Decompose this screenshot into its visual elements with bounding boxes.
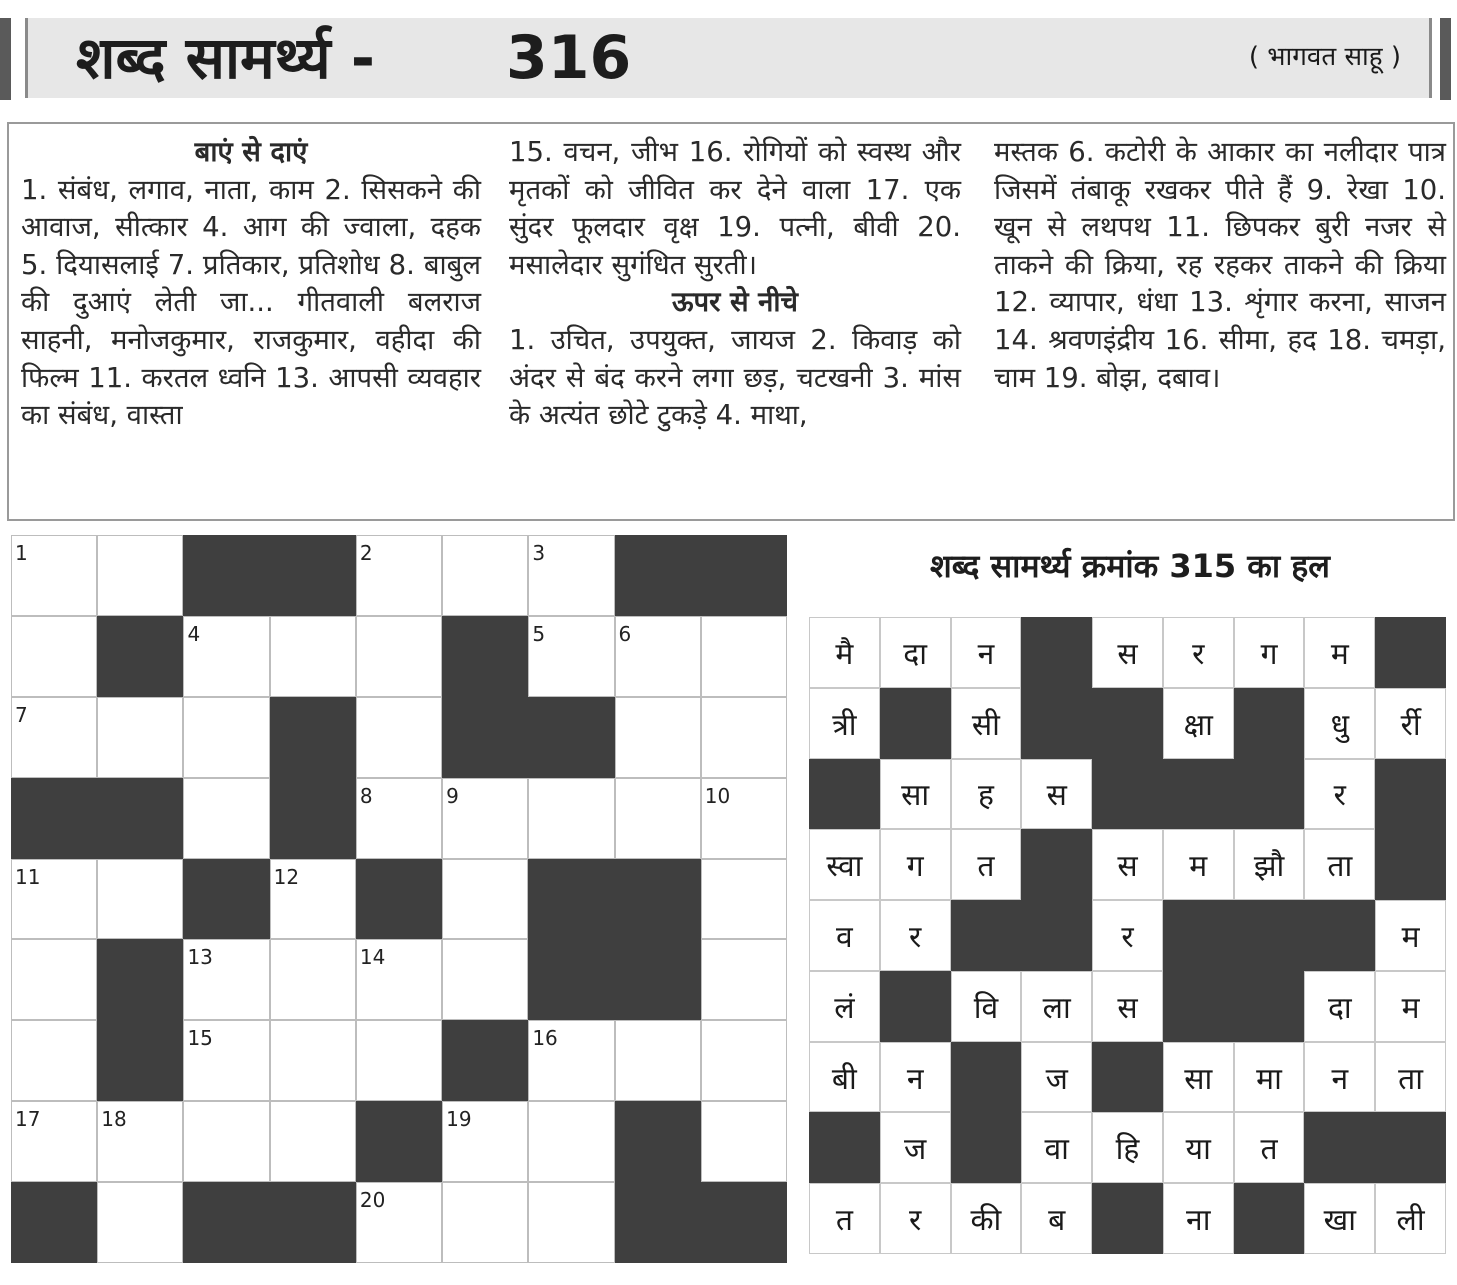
solution-cell: सी xyxy=(951,688,1022,759)
grid-cell[interactable] xyxy=(356,1182,442,1263)
grid-cell[interactable] xyxy=(701,616,787,697)
blocked-cell xyxy=(97,939,183,1020)
solution-blocked-cell xyxy=(1021,900,1092,971)
clue-number: 14 xyxy=(359,945,386,970)
grid-cell[interactable] xyxy=(183,616,269,697)
blocked-cell xyxy=(183,1182,269,1263)
blocked-cell xyxy=(528,697,614,778)
clue-number: 2 xyxy=(359,541,373,565)
grid-cell[interactable] xyxy=(11,1020,97,1101)
grid-cell[interactable] xyxy=(442,859,528,940)
clue-number: 1 xyxy=(15,541,28,565)
blocked-cell xyxy=(356,859,442,940)
solution-cell: दा xyxy=(1304,971,1375,1042)
clue-number: 7 xyxy=(15,702,28,727)
solution-cell: व xyxy=(809,900,880,971)
across-clues-part-1: 1. संबंध, लगाव, नाता, काम 2. सिसकने की आवाज, सीत्कार 4. आग की ज्वाला, दहक 5. दियासलाई 7. प्रतिकार, प्रतिशोध 8. बाबुल की दुआएं लेती जा... गीतवाली बलराज साहनी, मनोजकुमार, राजकुमार, वहीदा की फिल्म 11. करतल ध्वनि 13. आपसी व्यवहार का संबंध, वास्ता xyxy=(21,173,481,432)
page-title: शब्द सामर्थ्य - xyxy=(76,24,375,92)
grid-cell[interactable] xyxy=(11,616,97,697)
solution-blocked-cell xyxy=(1092,1042,1163,1113)
solution-cell: र xyxy=(1304,759,1375,830)
blocked-cell xyxy=(97,1020,183,1101)
solution-blocked-cell xyxy=(1375,759,1446,830)
solution-cell: मा xyxy=(1234,1042,1305,1113)
blocked-cell xyxy=(11,778,97,859)
solution-blocked-cell xyxy=(809,1112,880,1183)
blocked-cell xyxy=(701,1182,787,1263)
solution-cell: ग xyxy=(1234,617,1305,688)
grid-cell[interactable] xyxy=(97,859,183,940)
solution-cell: ना xyxy=(1163,1183,1234,1254)
solution-cell: र xyxy=(1163,617,1234,688)
solution-cell: र xyxy=(1092,900,1163,971)
solution-cell: न xyxy=(1304,1042,1375,1113)
solution-cell: र xyxy=(880,1183,951,1254)
solution-cell: त xyxy=(809,1183,880,1254)
solution-cell: र्री xyxy=(1375,688,1446,759)
grid-cell[interactable] xyxy=(356,778,442,859)
solution-blocked-cell xyxy=(809,759,880,830)
solution-blocked-cell xyxy=(1234,971,1305,1042)
blocked-cell xyxy=(183,535,269,616)
grid-cell[interactable] xyxy=(615,697,701,778)
solution-blocked-cell xyxy=(1234,900,1305,971)
solution-blocked-cell xyxy=(1092,688,1163,759)
solution-cell: वा xyxy=(1021,1112,1092,1183)
solution-blocked-cell xyxy=(951,900,1022,971)
clues-column-3 xyxy=(994,134,1446,397)
down-clues-part-1: 1. उचित, उपयुक्त, जायज 2. किवाड़ को अंदर से बंद करने लगा छड़, चटखनी 3. मांस के अत्यंत छोटे टुकड़े 4. माथा, xyxy=(509,323,961,432)
solution-cell: म xyxy=(1304,617,1375,688)
solution-cell: सा xyxy=(1163,1042,1234,1113)
puzzle-number: 316 xyxy=(506,23,632,93)
grid-cell[interactable] xyxy=(270,1020,356,1101)
grid-cell[interactable] xyxy=(528,616,614,697)
clue-number: 12 xyxy=(273,864,300,889)
solution-blocked-cell xyxy=(1375,617,1446,688)
blocked-cell xyxy=(97,778,183,859)
clue-number: 9 xyxy=(446,783,459,808)
solution-cell: न xyxy=(880,1042,951,1113)
clues-column-1 xyxy=(21,134,481,435)
solution-cell: र xyxy=(880,900,951,971)
solution-cell: स xyxy=(1092,829,1163,900)
solution-blocked-cell xyxy=(1092,759,1163,830)
grid-cell[interactable] xyxy=(701,697,787,778)
blocked-cell xyxy=(442,697,528,778)
across-clues-part-2: 15. वचन, जीभ 16. रोगियों को स्वस्थ और मृतकों को जीवित कर देने वाला 17. एक सुंदर फूलदार वृक्ष 19. पत्नी, बीवी 20. मसालेदार सुगंधित सुरती। xyxy=(509,136,961,281)
header-banner xyxy=(25,18,1432,98)
solution-cell: म xyxy=(1375,900,1446,971)
blocked-cell xyxy=(442,1020,528,1101)
solution-cell: लं xyxy=(809,971,880,1042)
grid-cell[interactable] xyxy=(356,616,442,697)
solution-cell: सा xyxy=(880,759,951,830)
solution-blocked-cell xyxy=(1163,759,1234,830)
grid-cell[interactable] xyxy=(11,535,97,616)
clue-number: 4 xyxy=(187,621,201,646)
blocked-cell xyxy=(615,535,701,616)
blocked-cell xyxy=(701,535,787,616)
solution-cell: ता xyxy=(1304,829,1375,900)
blocked-cell xyxy=(615,859,701,940)
grid-cell[interactable] xyxy=(442,939,528,1020)
clue-number: 16 xyxy=(532,1026,558,1051)
grid-cell[interactable] xyxy=(11,859,97,940)
clue-number: 3 xyxy=(532,541,546,565)
blocked-cell xyxy=(11,1182,97,1263)
grid-cell[interactable] xyxy=(270,939,356,1020)
clue-number: 18 xyxy=(101,1107,127,1132)
blocked-cell xyxy=(442,616,528,697)
grid-cell[interactable] xyxy=(701,1101,787,1182)
solution-cell: न xyxy=(951,617,1022,688)
grid-cell[interactable] xyxy=(356,939,442,1020)
solution-blocked-cell xyxy=(880,971,951,1042)
grid-cell[interactable] xyxy=(615,778,701,859)
header-right-bar xyxy=(1440,18,1451,100)
grid-cell[interactable] xyxy=(615,616,701,697)
grid-cell[interactable] xyxy=(270,859,356,940)
solution-cell: ज xyxy=(1021,1042,1092,1113)
solution-blocked-cell xyxy=(1092,1183,1163,1254)
blocked-cell xyxy=(615,1101,701,1182)
solution-cell: म xyxy=(1163,829,1234,900)
blocked-cell xyxy=(183,859,269,940)
solution-blocked-cell xyxy=(951,1112,1022,1183)
solution-cell: वि xyxy=(951,971,1022,1042)
solution-cell: म xyxy=(1375,971,1446,1042)
grid-cell[interactable] xyxy=(270,1101,356,1182)
blocked-cell xyxy=(615,1182,701,1263)
solution-blocked-cell xyxy=(880,688,951,759)
grid-cell[interactable] xyxy=(701,1020,787,1101)
solution-blocked-cell xyxy=(1021,829,1092,900)
grid-cell[interactable] xyxy=(11,939,97,1020)
solution-cell: मै xyxy=(809,617,880,688)
clue-number: 6 xyxy=(618,621,632,646)
solution-cell: दा xyxy=(880,617,951,688)
down-clues-part-2: मस्तक 6. कटोरी के आकार का नलीदार पात्र जिसमें तंबाकू रखकर पीते हैं 9. रेखा 10. खून से लथपथ 11. छिपकर बुरी नजर से ताकने की क्रिया, रह रहकर ताकने की क्रिया 12. व्यापार, धंधा 13. शृंगार करना, साजन 14. श्रवणइंद्रीय 16. सीमा, हद 18. चमड़ा, चाम 19. बोझ, दबाव। xyxy=(994,136,1446,394)
solution-cell: ता xyxy=(1375,1042,1446,1113)
solution-blocked-cell xyxy=(1234,688,1305,759)
solution-cell: या xyxy=(1163,1112,1234,1183)
solution-cell: ला xyxy=(1021,971,1092,1042)
clue-number: 11 xyxy=(15,864,41,889)
grid-cell[interactable] xyxy=(701,778,787,859)
header-left-bar xyxy=(0,18,11,100)
solution-cell: स xyxy=(1021,759,1092,830)
grid-cell[interactable] xyxy=(270,616,356,697)
grid-cell[interactable] xyxy=(528,1020,614,1101)
clue-number: 15 xyxy=(187,1026,213,1051)
solution-blocked-cell xyxy=(1375,1112,1446,1183)
down-heading: ऊपर से नीचे xyxy=(671,286,799,319)
grid-cell[interactable] xyxy=(183,697,269,778)
clues-column-2 xyxy=(509,134,961,435)
grid-cell[interactable] xyxy=(442,778,528,859)
grid-cell[interactable] xyxy=(615,1020,701,1101)
solution-cell: ह xyxy=(951,759,1022,830)
solution-cell: क्षा xyxy=(1163,688,1234,759)
author-credit: ( भागवत साहू ) xyxy=(1248,42,1401,72)
grid-cell[interactable] xyxy=(528,1101,614,1182)
solution-blocked-cell xyxy=(1234,1183,1305,1254)
grid-cell[interactable] xyxy=(183,939,269,1020)
solution-title: शब्द सामर्थ्य क्रमांक 315 का हल xyxy=(929,547,1330,585)
grid-cell[interactable] xyxy=(701,859,787,940)
clue-number: 10 xyxy=(704,783,731,808)
grid-cell[interactable] xyxy=(528,535,614,616)
solution-blocked-cell xyxy=(1021,688,1092,759)
crossword-grid xyxy=(11,535,787,1263)
clue-number: 17 xyxy=(15,1107,41,1132)
solution-blocked-cell xyxy=(1163,900,1234,971)
blocked-cell xyxy=(270,778,356,859)
grid-cell[interactable] xyxy=(97,1101,183,1182)
solution-cell: ली xyxy=(1375,1183,1446,1254)
clue-number: 5 xyxy=(532,621,546,646)
blocked-cell xyxy=(270,697,356,778)
blocked-cell xyxy=(615,939,701,1020)
grid-cell[interactable] xyxy=(356,535,442,616)
grid-cell[interactable] xyxy=(528,1182,614,1263)
grid-cell[interactable] xyxy=(11,1101,97,1182)
clue-number: 8 xyxy=(359,783,373,808)
clue-number: 20 xyxy=(359,1188,386,1213)
blocked-cell xyxy=(356,1101,442,1182)
grid-cell[interactable] xyxy=(442,1182,528,1263)
solution-cell: बी xyxy=(809,1042,880,1113)
blocked-cell xyxy=(270,535,356,616)
clue-number: 13 xyxy=(187,945,213,970)
grid-cell[interactable] xyxy=(701,939,787,1020)
solution-blocked-cell xyxy=(1375,829,1446,900)
grid-cell[interactable] xyxy=(97,697,183,778)
solution-cell: खा xyxy=(1304,1183,1375,1254)
grid-cell[interactable] xyxy=(442,535,528,616)
solution-cell: स xyxy=(1092,617,1163,688)
grid-cell[interactable] xyxy=(97,535,183,616)
solution-cell: त xyxy=(1234,1112,1305,1183)
solution-cell: धु xyxy=(1304,688,1375,759)
grid-cell[interactable] xyxy=(183,778,269,859)
grid-cell[interactable] xyxy=(11,697,97,778)
solution-cell: त्री xyxy=(809,688,880,759)
solution-grid xyxy=(809,617,1446,1254)
solution-cell: झौ xyxy=(1234,829,1305,900)
across-heading: बाएं से दाएं xyxy=(194,136,308,168)
solution-blocked-cell xyxy=(951,1042,1022,1113)
solution-cell: स्वा xyxy=(809,829,880,900)
grid-cell[interactable] xyxy=(183,1101,269,1182)
solution-cell: ग xyxy=(880,829,951,900)
blocked-cell xyxy=(270,1182,356,1263)
solution-blocked-cell xyxy=(1304,1112,1375,1183)
clue-number: 19 xyxy=(446,1107,472,1132)
solution-blocked-cell xyxy=(1163,971,1234,1042)
solution-cell: त xyxy=(951,829,1022,900)
clues-box xyxy=(7,122,1455,521)
blocked-cell xyxy=(528,939,614,1020)
grid-cell[interactable] xyxy=(356,1020,442,1101)
blocked-cell xyxy=(97,616,183,697)
solution-blocked-cell xyxy=(1304,900,1375,971)
solution-cell: स xyxy=(1092,971,1163,1042)
solution-blocked-cell xyxy=(1234,759,1305,830)
solution-cell: ज xyxy=(880,1112,951,1183)
grid-cell[interactable] xyxy=(97,1182,183,1263)
grid-cell[interactable] xyxy=(356,697,442,778)
grid-cell[interactable] xyxy=(528,778,614,859)
solution-cell: हि xyxy=(1092,1112,1163,1183)
blocked-cell xyxy=(528,859,614,940)
solution-cell: की xyxy=(951,1183,1022,1254)
solution-blocked-cell xyxy=(1021,617,1092,688)
grid-cell[interactable] xyxy=(442,1101,528,1182)
solution-cell: ब xyxy=(1021,1183,1092,1254)
grid-cell[interactable] xyxy=(183,1020,269,1101)
